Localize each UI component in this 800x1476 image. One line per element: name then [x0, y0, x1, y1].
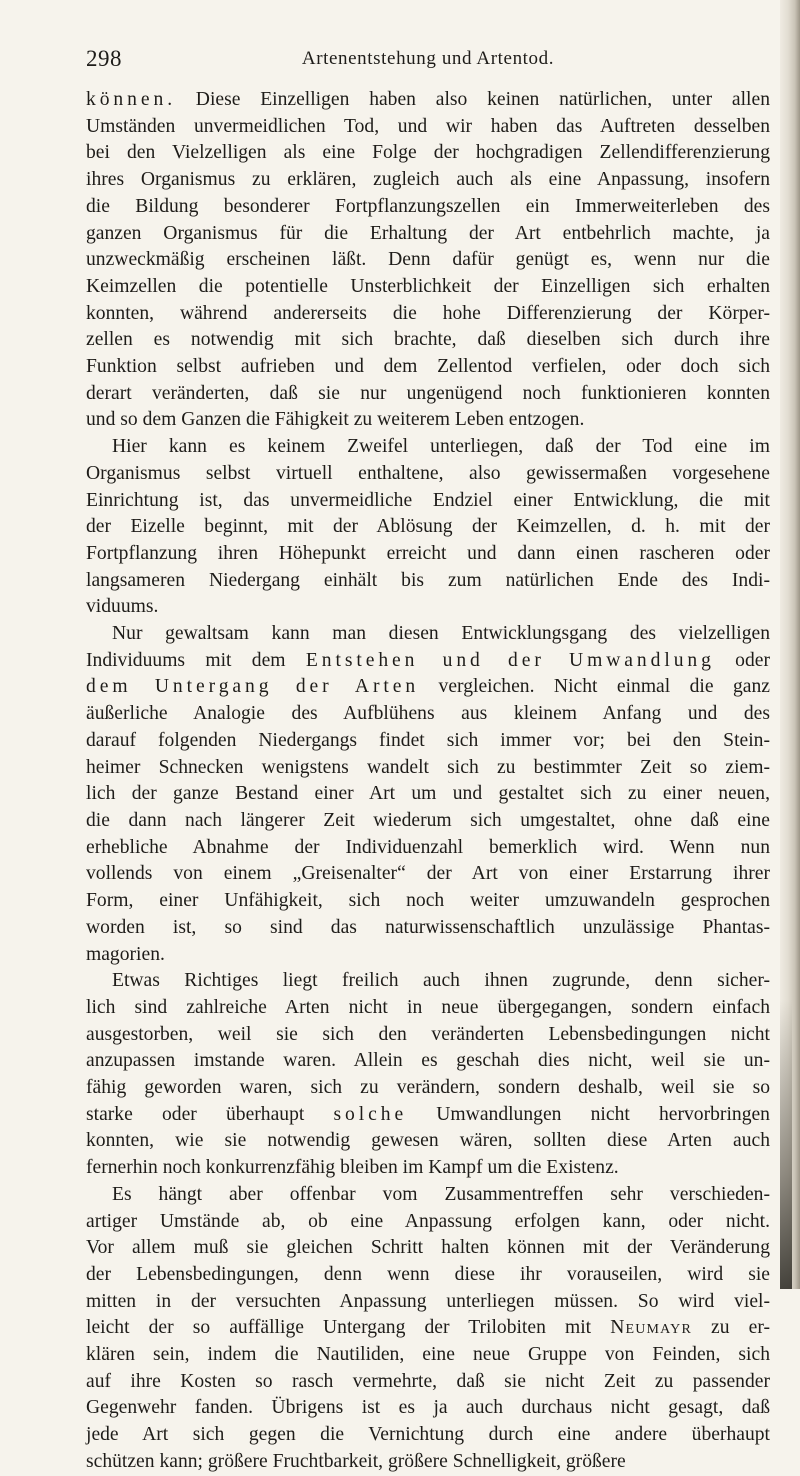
spaced-emphasis: dem Untergang der Arten [86, 676, 420, 698]
text-line [86, 301, 770, 328]
text-line [86, 701, 770, 728]
text-run: die dann nach längerer Zeit wiederum sich umgestaltet, ohne daß eine [86, 809, 770, 831]
text-line [86, 1449, 770, 1476]
text-run: klären sein, indem die Nautiliden, eine neue Gruppe von Feinden, sich [86, 1344, 770, 1366]
text-run: starke oder überhaupt [86, 1103, 334, 1125]
text-line [86, 1369, 770, 1396]
text-line [86, 434, 770, 461]
text-run: Etwas Richtiges liegt freilich auch ihnen zugrunde, denn sicher- [112, 970, 770, 992]
text-line [86, 594, 770, 621]
text-run: Umwandlungen nicht hervorbringen [407, 1103, 770, 1125]
text-line [86, 755, 770, 782]
text-line [86, 1395, 770, 1422]
text-line [86, 1315, 770, 1342]
text-run: Gegenwehr fanden. Übrigens ist es ja auch durchaus nicht gesagt, daß [86, 1397, 770, 1419]
text-run: Individuums mit dem [86, 649, 306, 671]
text-run: artiger Umstände ab, ob eine Anpassung erfolgen kann, oder nicht. [86, 1210, 770, 1232]
text-run: Diese Einzelligen haben also keinen natürlichen, unter allen [176, 89, 770, 110]
text-run: fähig geworden waren, sich zu verändern, sondern deshalb, weil sie so [86, 1077, 770, 1099]
spaced-emphasis: können. [86, 89, 177, 110]
text-line [86, 1022, 770, 1049]
text-run: leicht der so auffällige Untergang der Trilobiten mit [86, 1317, 611, 1339]
text-run: auf ihre Kosten so rasch vermehrte, daß sie nicht Zeit zu passender [86, 1370, 770, 1392]
text-run: bei den Vielzelligen als eine Folge der hochgradigen Zellendifferenzierung [86, 142, 770, 164]
author-name: Neumayr [610, 1317, 692, 1339]
running-title: Artenentstehung und Artentod. [301, 48, 555, 69]
text-line [86, 1048, 770, 1075]
text-run: Einrichtung ist, das unvermeidliche Endziel einer Entwicklung, die mit [86, 489, 770, 511]
text-run: jede Art sich gegen die Vernichtung durch eine andere überhaupt [86, 1424, 770, 1446]
text-run: der Lebensbedingungen, denn wenn diese ihr vorauseilen, wird sie [86, 1263, 770, 1285]
text-line [86, 568, 770, 595]
text-line [86, 1209, 770, 1236]
text-line [86, 87, 770, 114]
text-line [86, 835, 770, 862]
text-line [86, 861, 770, 888]
text-line [86, 167, 770, 194]
text-run: ausgestorben, weil sie sich den veränderten Lebensbedingungen nicht [86, 1023, 770, 1045]
text-run: oder [714, 649, 770, 671]
page-number: 298 [86, 46, 122, 71]
text-run: Funktion selbst aufrieben und dem Zellentod verfielen, oder doch sich [86, 356, 770, 378]
text-run: worden ist, so sind das naturwissenschaftlich unzulässige Phantas- [86, 916, 770, 938]
text-run: unzweckmäßig erscheinen läßt. Denn dafür genügt es, wenn nur die [86, 249, 770, 271]
text-line [86, 1128, 770, 1155]
text-line [86, 1075, 770, 1102]
text-run: schützen kann; größere Fruchtbarkeit, größere Schnelligkeit, größere [86, 1450, 626, 1472]
text-line [86, 327, 770, 354]
text-line [86, 114, 770, 141]
text-line [86, 541, 770, 568]
text-line [86, 1102, 770, 1129]
text-line [86, 274, 770, 301]
text-run: Fortpflanzung ihren Höhepunkt erreicht und dann einen rascheren oder [86, 542, 770, 564]
text-run: vergleichen. Nicht einmal die ganz [419, 676, 771, 698]
text-line [86, 140, 770, 167]
text-line [86, 1262, 770, 1289]
text-run: Nur gewaltsam kann man diesen Entwicklungsgang des vielzelligen [112, 623, 770, 645]
text-line [86, 1235, 770, 1262]
text-run: heimer Schnecken wenigstens wandelt sich zu bestimmter Zeit so ziem- [86, 756, 770, 778]
text-line [86, 407, 770, 434]
text-run: langsameren Niedergang einhält bis zum natürlichen Ende des Indi- [86, 569, 770, 591]
spaced-emphasis: Entstehen und der Umwandlung [305, 649, 715, 671]
page-header [86, 38, 770, 82]
text-line [86, 942, 770, 969]
text-run: Keimzellen die potentielle Unsterblichkeit der Einzelligen sich erhalten [86, 275, 770, 297]
text-run: Vor allem muß sie gleichen Schritt halten können mit der Veränderung [86, 1237, 770, 1259]
text-line [86, 1182, 770, 1209]
text-run: ganzen Organismus für die Erhaltung der Art entbehrlich machte, ja [86, 222, 770, 244]
text-run: ihres Organismus zu erklären, zugleich auch als eine Anpassung, insofern [86, 169, 770, 191]
text-line [86, 247, 770, 274]
text-run: konnten, während andererseits die hohe Differenzierung der Körper- [86, 302, 770, 324]
text-line [86, 488, 770, 515]
text-run: fernerhin noch konkurrenzfähig bleiben im Kampf um die Existenz. [86, 1157, 619, 1179]
text-run: anzupassen imstande waren. Allein es geschah dies nicht, weil sie un- [86, 1050, 770, 1072]
text-run: Organismus selbst virtuell enthaltene, also gewissermaßen vorgesehene [86, 462, 770, 484]
text-line [86, 221, 770, 248]
text-line [86, 781, 770, 808]
text-line [86, 674, 770, 701]
text-run: magorien. [86, 943, 165, 965]
text-line [86, 1155, 770, 1182]
text-run: konnten, wie sie notwendig gewesen wären, sollten diese Arten auch [86, 1130, 770, 1152]
text-line [86, 1422, 770, 1449]
text-line [86, 995, 770, 1022]
text-run: und so dem Ganzen die Fähigkeit zu weiterem Leben entzogen. [86, 409, 585, 431]
text-run: mitten in der versuchten Anpassung unterliegen müssen. So wird viel- [86, 1290, 770, 1312]
text-run: vollends von einem „Greisenalter“ der Art von einer Erstarrung ihrer [86, 863, 770, 885]
text-run: erhebliche Abnahme der Individuenzahl bemerklich wird. Wenn nun [86, 836, 770, 858]
text-line [86, 621, 770, 648]
text-line [86, 808, 770, 835]
text-line [86, 915, 770, 942]
text-line [86, 194, 770, 221]
body-text [86, 87, 770, 1476]
text-line [86, 1289, 770, 1316]
text-run: die Bildung besonderer Fortpflanzungszellen ein Immerweiterleben des [86, 195, 770, 217]
text-run: der Eizelle beginnt, mit der Ablösung der Keimzellen, d. h. mit der [86, 516, 770, 538]
spaced-emphasis: solche [333, 1103, 408, 1125]
text-run: Hier kann es keinem Zweifel unterliegen, daß der Tod eine im [112, 436, 770, 458]
text-line [86, 888, 770, 915]
text-run: Umständen unvermeidlichen Tod, und wir haben das Auftreten desselben [86, 115, 770, 137]
text-run: Es hängt aber offenbar vom Zusammentreffen sehr verschieden- [112, 1183, 770, 1205]
text-line [86, 648, 770, 675]
text-line [86, 728, 770, 755]
text-run: Form, einer Unfähigkeit, sich noch weiter umzuwandeln gesprochen [86, 890, 770, 912]
text-run: lich sind zahlreiche Arten nicht in neue übergegangen, sondern einfach [86, 996, 770, 1018]
text-line [86, 381, 770, 408]
text-line [86, 354, 770, 381]
text-run: zu er- [691, 1317, 770, 1339]
text-line [86, 514, 770, 541]
text-run: zellen es notwendig mit sich brachte, daß dieselben sich durch ihre [86, 329, 770, 351]
text-run: viduums. [86, 596, 159, 618]
text-run: darauf folgenden Niedergangs findet sich immer vor; bei den Stein- [86, 729, 770, 751]
text-run: lich der ganze Bestand einer Art um und gestaltet sich zu einer neuen, [86, 783, 770, 805]
binding-shadow [780, 999, 792, 1289]
text-run: äußerliche Analogie des Aufblühens aus kleinem Anfang und des [86, 703, 770, 725]
text-line [86, 461, 770, 488]
text-line [86, 968, 770, 995]
text-run: derart veränderten, daß sie nur ungenügend noch funktionieren konnten [86, 382, 770, 404]
text-line [86, 1342, 770, 1369]
